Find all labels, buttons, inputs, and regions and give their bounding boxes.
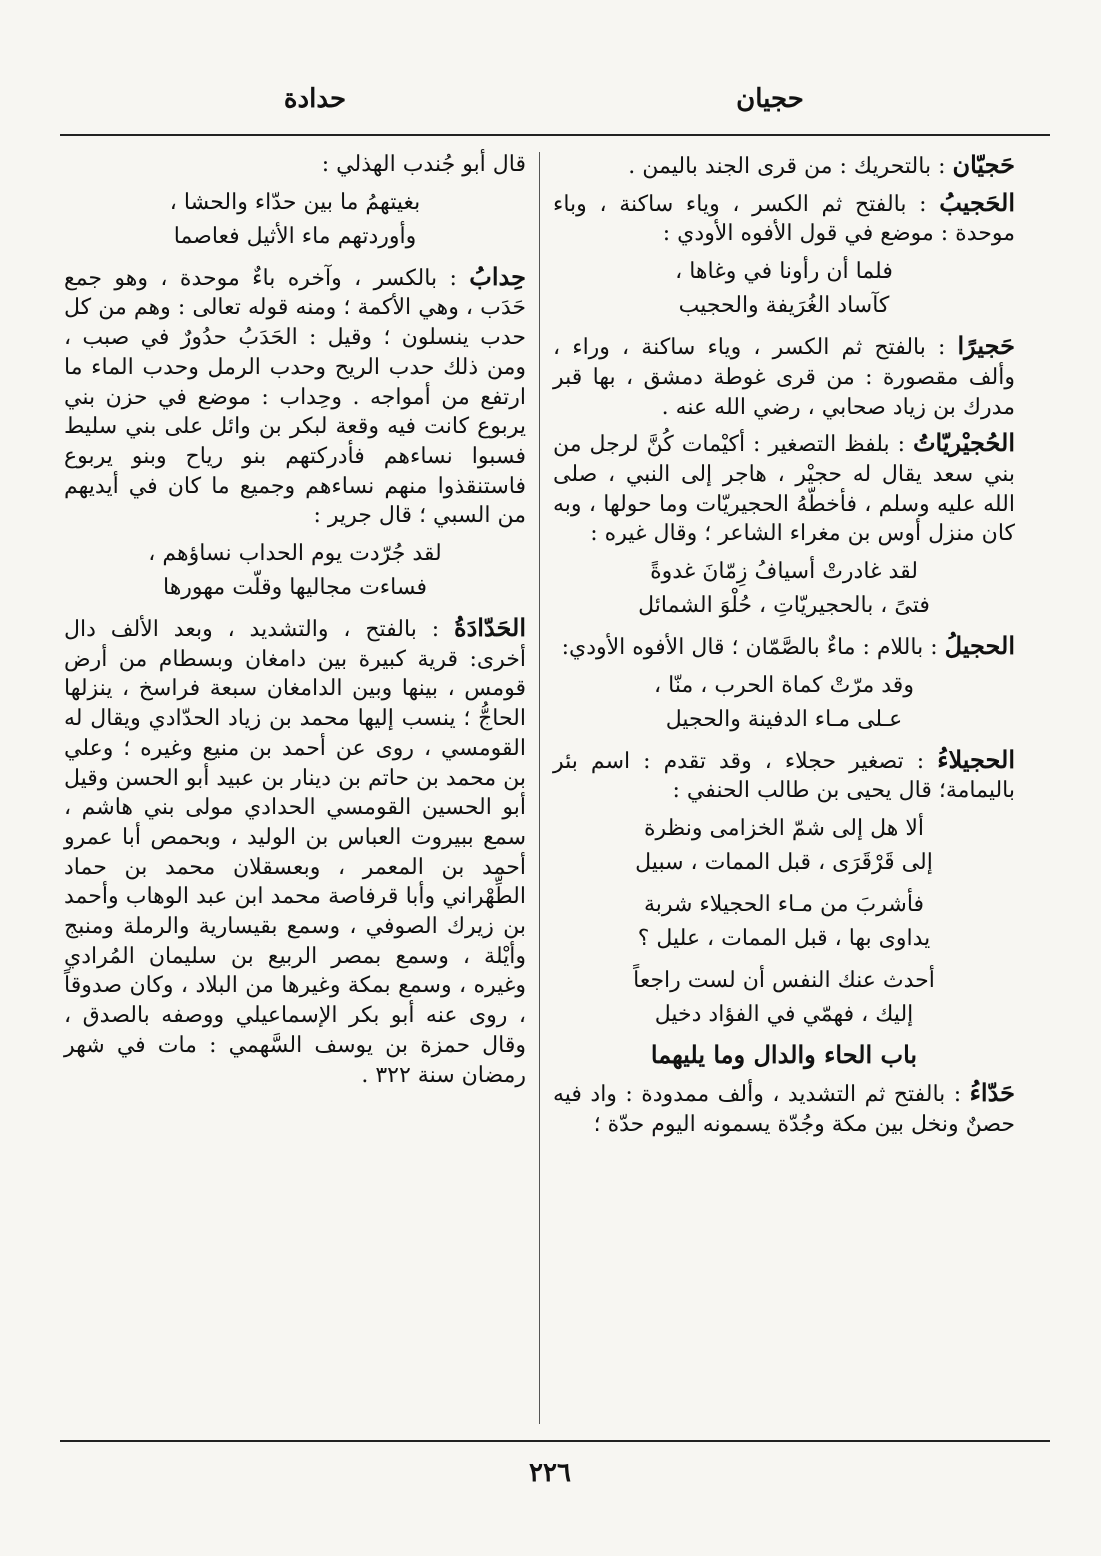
entry-al-hujaila — [553, 745, 1015, 806]
verse-line: يداوى بها ، قبل الممات ، عليل ؟ — [637, 926, 931, 952]
entry-text: : بالفتح ثم الكسر ، وياء ساكنة ، وباء موحدة : موضع في قول الأفوه الأودي : — [553, 191, 1015, 247]
verse-line: فأشربَ من مـاء الحجيلاء شربة — [643, 892, 925, 918]
entry-text: : بالتحريك : من قرى الجند باليمن . — [628, 154, 953, 179]
headword: الحُجيْريّاتُ — [912, 428, 1015, 458]
verse — [64, 186, 526, 254]
verse-line: فتىً ، بالحجيريّاتِ ، حُلْوَ الشمائل — [638, 593, 930, 619]
entry-text: : بالفتح ، والتشديد ، وبعد الألف دال أخرى: قرية كبيرة بين دامغان وبسطام من أرض قومس ، بينها وبين الدامغان سبعة فراسخ ، ينزلها الحاجُّ ؛ ينسب إليها محمد بن زياد الحدّادي ويقال له القومسي ، روى عن أحمد بن منيع وغيره ؛ وعلي بن محمد بن حاتم بن دينار بن عبيد أبو الحسن وقيل أبو الحسين القومسي الحدادي مولى بني هاشم ، سمع ببيروت العباس بن الوليد ، وبحمص أبا عمرو أحمد بن المعمر ، وبعسقلان محمد بن حماد الطِّهْراني وأبا قرفاصة محمد ابن عبد الوهاب وأحمد بن زيرك الصوفي ، وسمع بقيسارية والرملة ومنبج وأيْلة ، وسمع بمصر الربيع بن سليمان المُرادي وغيره ، وسمع بمكة وغيرها من البلاد ، وكان صدوقاً ، روى عنه أبو بكر الإسماعيلي ووصفه بالصدق ، وقال حمزة بن يوسف السَّهمي : مات في شهر رمضان سنة ٣٢٢ . — [64, 617, 526, 1088]
entry-text: : بلفظ التصغير : أكيْمات كُنَّ لرجل من بني سعد يقال له حجيْر ، هاجر إلى النبي ، صلى الله عليه وسلم ، فأخطّهُ الحجيريّات وما حولها ، وبه كان منزل أوس بن مغراء الشاعر ؛ وقال غيره : — [553, 432, 1015, 547]
section-heading: باب الحاء والدال وما يليهما — [650, 1040, 918, 1070]
verse-line: ألا هل إلى شمّ الخزامى ونظرة — [644, 816, 924, 842]
verse-line: لقد غادرتْ أسيافُ زِمّانَ غدوةً — [650, 559, 918, 585]
verse-line: فساءت مجاليها وقلّت مهورها — [163, 575, 427, 601]
verse — [553, 669, 1015, 737]
entry-al-haddada — [64, 613, 526, 1090]
entry-text: : بالكسر ، وآخره باءٌ موحدة ، وهو جمع حَدَب ، وهي الأكمة ؛ ومنه قوله تعالى : وهم من كل حدب ينسلون ؛ وقيل : الحَدَبُ حدُورٌ في صبب ، ومن ذلك حدب الريح وحدب الرمل وحدب الماء ما ارتفع من أمواجه . وحِداب : موضع في حزن بني يربوع كانت فيه وقعة لبكر بن وائل على بني سليط فسبوا نساءهم فأدركتهم بنو رياح وبنو يربوع فاستنقذوا منهم نساءهم وجميع ما كان في أيديهم من السبي ؛ قال جرير : — [64, 265, 526, 529]
verse-line: بغيتهمُ ما بين حدّاء والحشا ، — [169, 189, 421, 215]
verse — [553, 255, 1015, 323]
verse-line: أحدث عنك النفس أن لست راجعاً — [633, 968, 935, 994]
column-divider — [539, 152, 540, 1424]
entry-al-hajil — [553, 631, 1015, 663]
verse-line: فلما أن رأونا في وغاها ، — [675, 259, 893, 285]
headword: الحجيلُ — [944, 631, 1015, 661]
verse — [553, 888, 1015, 956]
entry-al-hujairiyat — [553, 428, 1015, 549]
verse-intro: قال أبو جُندب الهذلي : — [321, 152, 526, 177]
entry-text: : بالفتح ثم التشديد ، وألف ممدودة : واد فيه حصنٌ ونخل بين مكة وجُدّة يسمونه اليوم حدّة ؛ — [553, 1081, 1015, 1137]
verse-line: إلى قَرْقَرَى ، قبل الممات ، سبيل — [635, 850, 933, 876]
headword: حَدّاءُ — [969, 1077, 1015, 1107]
entry-text: : بالفتح ثم الكسر ، وياء ساكنة ، وراء ، وألف مقصورة : من قرى غوطة دمشق ، بها قبر مدرك بن زياد صحابي ، رضي الله عنه . — [553, 335, 1015, 420]
verse — [553, 812, 1015, 880]
verse-line: إليك ، فهمّي في الفؤاد دخيل — [654, 1002, 914, 1028]
headword: الحَجيبُ — [939, 187, 1015, 217]
headword: حَجيرًا — [957, 331, 1015, 361]
headword: حِدابُ — [469, 261, 526, 291]
header-rule — [60, 134, 1050, 136]
verse-line: كآساد الغُرَيفة والحجيب — [678, 293, 890, 319]
entry-hajira — [553, 331, 1015, 422]
verse — [553, 964, 1015, 1032]
verse-line: عـلى مـاء الدفينة والحجيل — [665, 706, 903, 732]
verse — [64, 537, 526, 605]
entry-hajiyan — [553, 150, 1015, 182]
entry-hidab — [64, 262, 526, 531]
right-column — [553, 150, 1015, 1145]
headword: الحَدّادَةُ — [454, 613, 526, 643]
running-head-left: حدادة — [283, 84, 347, 114]
verse-line: لقد جُرّدت يوم الحداب نساؤهم ، — [148, 541, 442, 567]
headword: حَجيّان — [952, 150, 1015, 179]
headword: الحجيلاءُ — [937, 744, 1015, 774]
verse — [553, 555, 1015, 623]
left-column — [64, 150, 526, 1096]
verse-line: وقد مرّتْ كماة الحرب ، منّا ، — [654, 672, 914, 698]
footer-rule — [60, 1440, 1050, 1442]
entry-text: : تصغير حجلاء ، وقد تقدم : اسم بئر باليمامة؛ قال يحيى بن طالب الحنفي : — [553, 748, 1015, 804]
page-number: ٢٢٦ — [529, 1458, 571, 1488]
entry-al-hajib — [553, 188, 1015, 249]
entry-hadda — [553, 1078, 1015, 1139]
running-head-right: حجيان — [736, 84, 804, 114]
entry-text: : باللام : ماءٌ بالصَّمّان ؛ قال الأفوه الأودي: — [561, 635, 945, 661]
verse-line: وأوردتهم ماء الأثيل فعاصما — [173, 223, 417, 249]
